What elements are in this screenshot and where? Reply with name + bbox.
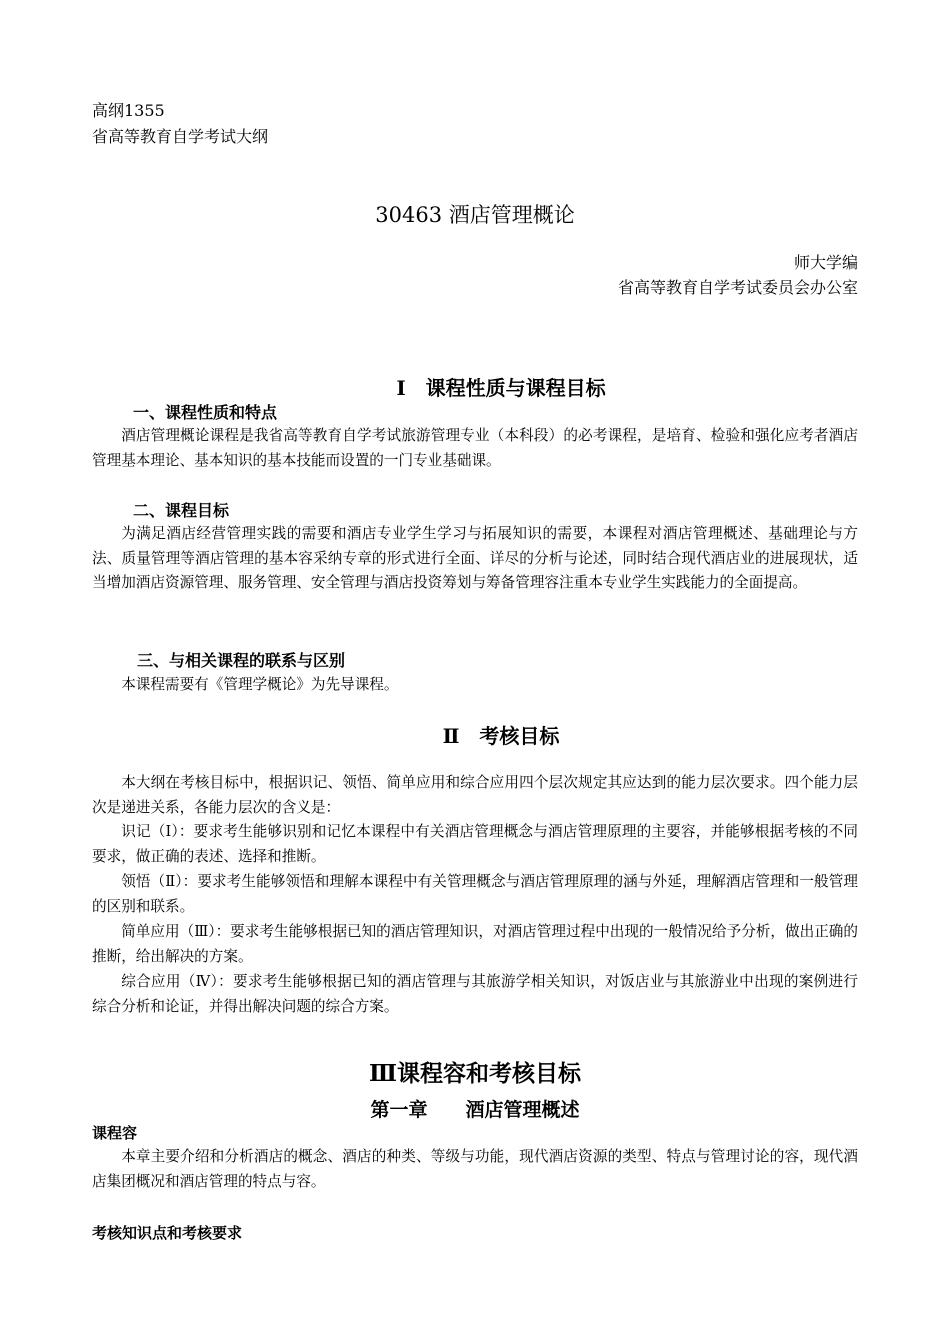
level-comprehensive-application: 综合应用（Ⅳ）：要求考生能够根据已知的酒店管理与其旅游学相关知识，对饭店业与其旅游业中出现的案例进行综合分析和论证，并得出解决问题的综合方案。	[92, 973, 858, 1015]
level-comprehension: 领悟（Ⅱ）：要求考生能够领悟和理解本课程中有关管理概念与酒店管理原理的涵与外延，理解酒店管理和一般管理的区别和联系。	[92, 873, 858, 915]
outline-org: 省高等教育自学考试大纲	[92, 127, 269, 146]
subsection-2-text: 为满足酒店经营管理实践的需要和酒店专业学生学习与拓展知识的需要，本课程对酒店管理概述、基础理论与方法、质量管理等酒店管理的基本容采纳专章的形式进行全面、详尽的分析与论述，同时结合现代酒店业的进展现状，适当增加酒店资源管理、服务管理、安全管理与酒店投资筹划与筹备管理容注重本专业学生实践能力的全面提高。	[92, 525, 858, 591]
subsection-1-text: 酒店管理概论课程是我省高等教育自学考试旅游管理专业（本科段）的必考课程，是培育、检验和强化应考者酒店管理基本理论、基本知识的基本技能而设置的一门专业基础课。	[92, 427, 858, 469]
subsection-3-heading: 三、与相关课程的联系与区别	[137, 651, 346, 670]
document-title: 30463 酒店管理概论	[375, 203, 575, 227]
exam-requirements-label: 考核知识点和考核要求	[92, 1224, 243, 1242]
subsection-2-heading: 二、课程目标	[133, 501, 230, 520]
editor-line: 师大学编	[793, 253, 858, 272]
course-content-label: 课程容	[92, 1124, 138, 1142]
office-line: 省高等教育自学考试委员会办公室	[617, 278, 858, 297]
section-2-intro: 本大纲在考核目标中，根据识记、领悟、简单应用和综合应用四个层次规定其应达到的能力层次要求。四个能力层次是递进关系，各能力层次的含义是：	[92, 774, 858, 816]
course-content-text: 本章主要介绍和分析酒店的概念、酒店的种类、等级与功能，现代酒店资源的类型、特点与管理讨论的容，现代酒店集团概况和酒店管理的特点与容。	[92, 1148, 858, 1190]
section-1-title: Ⅰ 课程性质与课程目标	[396, 376, 606, 400]
section-2-title: Ⅱ 考核目标	[442, 724, 560, 748]
chapter-1-title: 第一章 酒店管理概述	[370, 1099, 580, 1121]
level-recall: 识记（Ⅰ）：要求考生能够识别和记忆本课程中有关酒店管理概念与酒店管理原理的主要容，并能够根据考核的不同要求，做正确的表述、选择和推断。	[92, 823, 858, 865]
subsection-3-text: 本课程需要有《管理学概论》为先导课程。	[121, 676, 399, 693]
subsection-1-heading: 一、课程性质和特点	[133, 403, 278, 422]
outline-code: 高纲1355	[92, 101, 165, 120]
level-simple-application: 简单应用（Ⅲ）：要求考生能够根据已知的酒店管理知识，对酒店管理过程中出现的一般情况给予分析，做出正确的推断，给出解决的方案。	[92, 923, 858, 965]
section-3-title: Ⅲ课程容和考核目标	[368, 1060, 581, 1087]
